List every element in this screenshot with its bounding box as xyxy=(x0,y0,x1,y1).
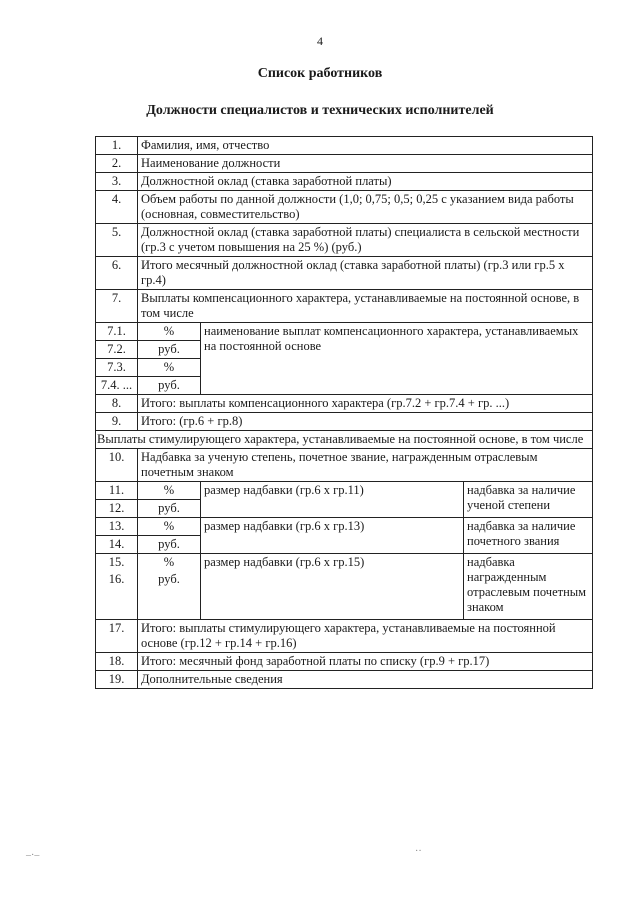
table-row xyxy=(96,413,593,431)
row-unit: руб. xyxy=(138,377,201,395)
table-row xyxy=(96,155,593,173)
row-text: Должностной оклад (ставка заработной платы) специалиста в сельской местности (гр.3 с учетом повышения на 25 %) (руб.) xyxy=(138,224,593,257)
row-text: Выплаты компенсационного характера, устанавливаемые на постоянной основе, в том числе xyxy=(138,290,593,323)
table-row xyxy=(96,173,593,191)
table-row xyxy=(96,257,593,290)
row-number: 19. xyxy=(96,670,138,688)
bonus-size: размер надбавки (гр.6 х гр.15) xyxy=(201,554,464,620)
table-row xyxy=(96,482,593,500)
row-number: 10. xyxy=(96,449,138,482)
row-number: 1. xyxy=(96,137,138,155)
row-text: Должностной оклад (ставка заработной платы) xyxy=(138,173,593,191)
table-row xyxy=(96,323,593,341)
row-number: 12. xyxy=(96,500,138,518)
compensation-description: наименование выплат компенсационного характера, устанавливаемых на постоянной основе xyxy=(201,323,593,395)
table-row xyxy=(96,518,593,536)
table-row xyxy=(96,395,593,413)
row-number: 14. xyxy=(96,536,138,554)
row-text: Наименование должности xyxy=(138,155,593,173)
row-number: 15. xyxy=(96,554,138,572)
row-number: 6. xyxy=(96,257,138,290)
table-row xyxy=(96,224,593,257)
row-text: Итого: (гр.6 + гр.8) xyxy=(138,413,593,431)
bonus-size: размер надбавки (гр.6 х гр.11) xyxy=(201,482,464,518)
table-row xyxy=(96,670,593,688)
employee-form-table xyxy=(95,136,593,689)
row-text: Дополнительные сведения xyxy=(138,670,593,688)
row-unit: % xyxy=(138,323,201,341)
row-number: 5. xyxy=(96,224,138,257)
row-text: Фамилия, имя, отчество xyxy=(138,137,593,155)
bonus-label: надбавка за наличие ученой степени xyxy=(464,482,593,518)
table-row xyxy=(96,652,593,670)
table-row xyxy=(96,554,593,572)
row-number: 4. xyxy=(96,191,138,224)
bonus-label: надбавка награжденным отраслевым почетным знаком xyxy=(464,554,593,620)
row-text: Итого месячный должностной оклад (ставка заработной платы) (гр.3 или гр.5 х гр.4) xyxy=(138,257,593,290)
row-number: 11. xyxy=(96,482,138,500)
row-unit: руб. xyxy=(138,571,201,619)
document-subtitle: Должности специалистов и технических исполнителей xyxy=(146,103,494,118)
row-text: Итого: выплаты стимулирующего характера, устанавливаемые на постоянной основе (гр.12 + гр.14 + гр.16) xyxy=(138,619,593,652)
row-text: Объем работы по данной должности (1,0; 0,75; 0,5; 0,25 с указанием вида работы (основная, совместительство) xyxy=(138,191,593,224)
document-title: Список работников xyxy=(257,66,383,81)
row-number: 9. xyxy=(96,413,138,431)
row-unit: руб. xyxy=(138,536,201,554)
row-number: 2. xyxy=(96,155,138,173)
row-number: 7.2. xyxy=(96,341,138,359)
row-number: 7.4. ... xyxy=(96,377,138,395)
table-row xyxy=(96,619,593,652)
stimulating-payments-header: Выплаты стимулирующего характера, устанавливаемые на постоянной основе, в том числе xyxy=(96,431,593,449)
row-unit: руб. xyxy=(138,341,201,359)
table-row xyxy=(96,449,593,482)
row-number: 3. xyxy=(96,173,138,191)
table-row xyxy=(96,191,593,224)
row-number: 7.3. xyxy=(96,359,138,377)
row-unit: руб. xyxy=(138,500,201,518)
bonus-size: размер надбавки (гр.6 х гр.13) xyxy=(201,518,464,554)
page-number: 4 xyxy=(317,34,323,48)
row-number: 18. xyxy=(96,652,138,670)
row-unit: % xyxy=(138,554,201,572)
row-text: Надбавка за ученую степень, почетное звание, награжденным отраслевым почетным знаком xyxy=(138,449,593,482)
row-number: 7. xyxy=(96,290,138,323)
row-number: 13. xyxy=(96,518,138,536)
scan-mark: ·· xyxy=(415,846,422,857)
table-row xyxy=(96,431,593,449)
row-number: 8. xyxy=(96,395,138,413)
row-text: Итого: выплаты компенсационного характера (гр.7.2 + гр.7.4 + гр. ...) xyxy=(138,395,593,413)
row-number: 17. xyxy=(96,619,138,652)
row-number: 16. xyxy=(96,571,138,619)
table-row xyxy=(96,137,593,155)
row-unit: % xyxy=(138,518,201,536)
scan-mark: –·– xyxy=(26,850,40,861)
row-text: Итого: месячный фонд заработной платы по списку (гр.9 + гр.17) xyxy=(138,652,593,670)
row-unit: % xyxy=(138,359,201,377)
row-unit: % xyxy=(138,482,201,500)
table-row xyxy=(96,290,593,323)
row-number: 7.1. xyxy=(96,323,138,341)
bonus-label: надбавка за наличие почетного звания xyxy=(464,518,593,554)
